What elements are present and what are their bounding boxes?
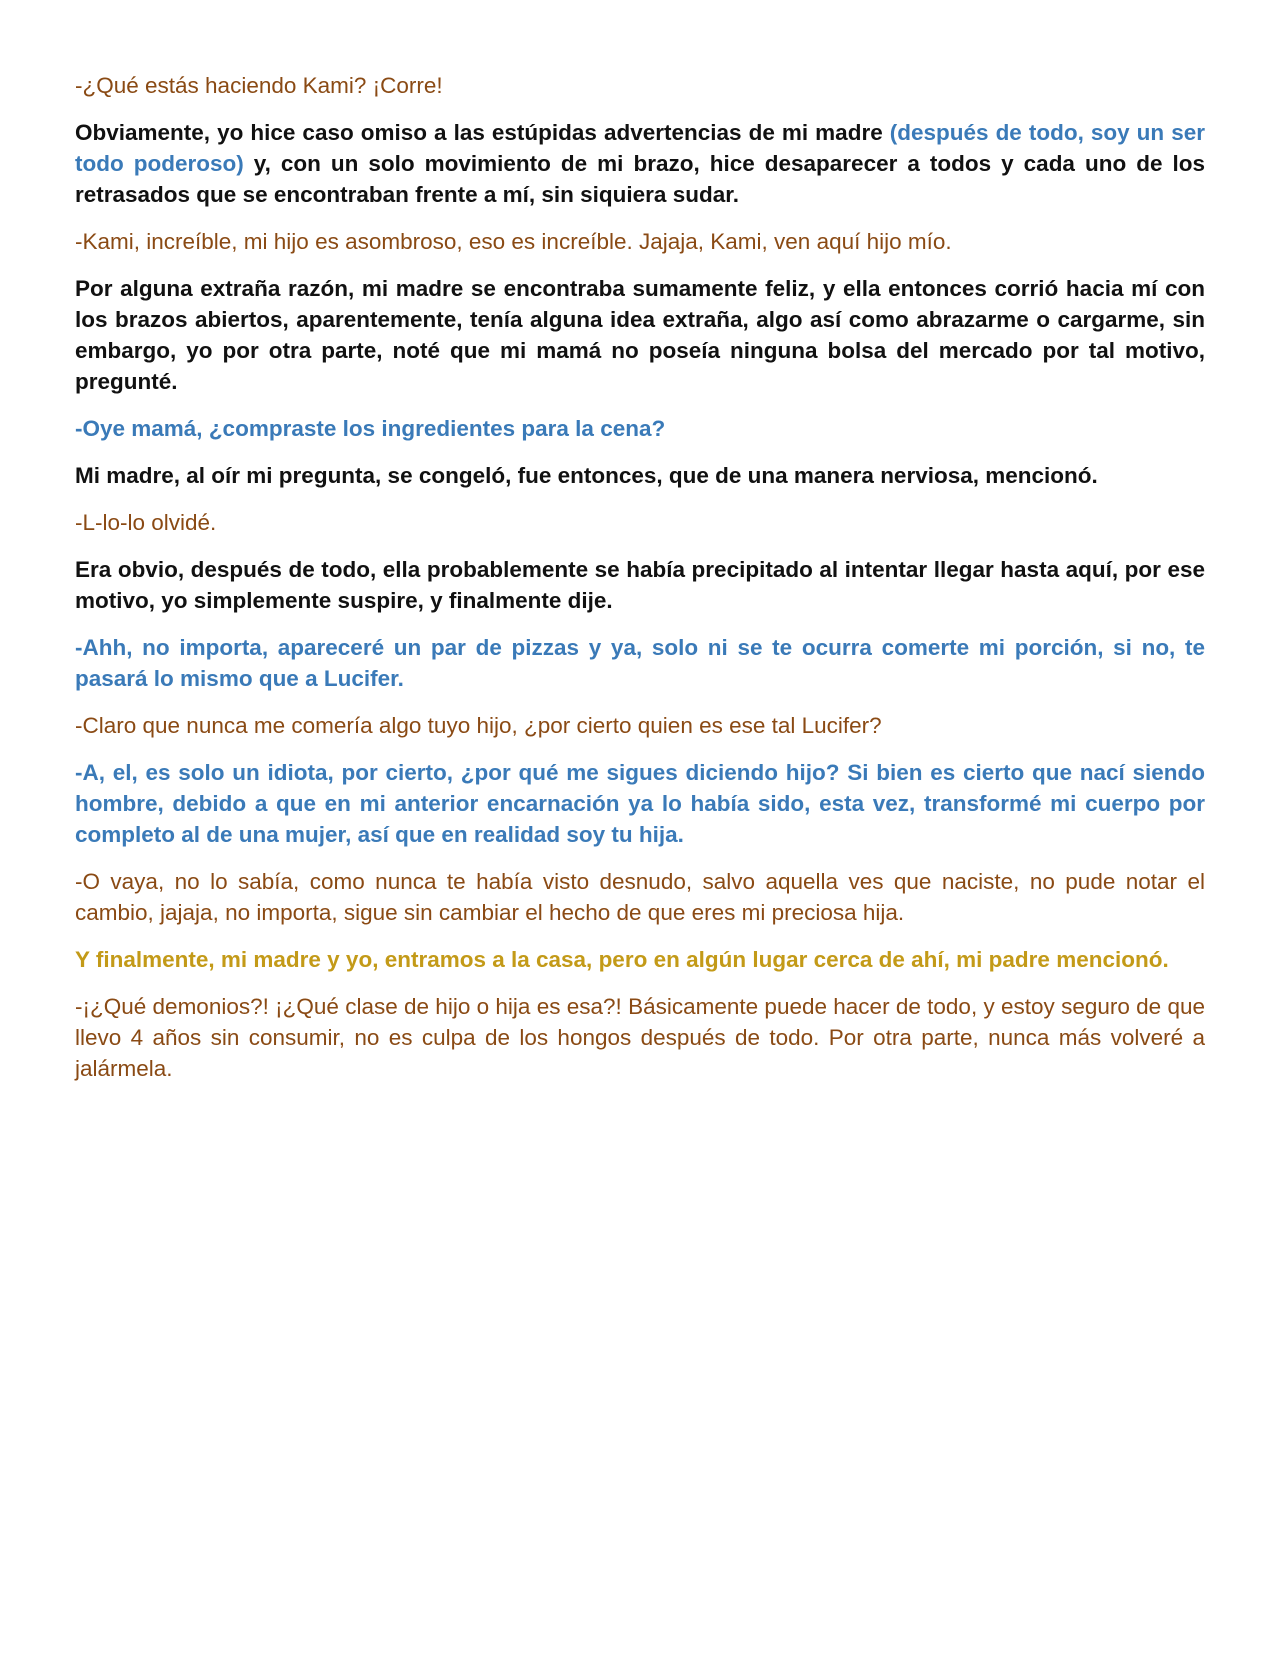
paragraph-kami-dialog-3: -A, el, es solo un idiota, por cierto, ¿por qué me sigues diciendo hijo? Si bien es cierto que nací siendo hombre, debido a que en mi anterior encarnación ya lo había sido, esta vez, transformé mi cuerpo por completo al de una mujer, así que en realidad soy tu hija. (75, 760, 1205, 847)
narration-aside: (después de todo, soy un ser todo poderoso) (75, 120, 1205, 176)
paragraph-mother-dialog-2: -Kami, increíble, mi hijo es asombroso, eso es increíble. Jajaja, Kami, ven aquí hijo mío. (75, 229, 952, 254)
paragraph-mother-dialog-5: -O vaya, no lo sabía, como nunca te había visto desnudo, salvo aquella ves que naciste, no pude notar el cambio, jajaja, no importa, sigue sin cambiar el hecho de que eres mi preciosa hija. (75, 869, 1205, 925)
document-page (75, 70, 1205, 1100)
narration-text: Obviamente, yo hice caso omiso a las estúpidas advertencias de mi madre (75, 120, 890, 145)
paragraph-narration-3: Mi madre, al oír mi pregunta, se congeló, fue entonces, que de una manera nerviosa, mencionó. (75, 463, 1098, 488)
paragraph-narration-1 (75, 117, 1205, 210)
paragraph-narration-gold: Y finalmente, mi madre y yo, entramos a la casa, pero en algún lugar cerca de ahí, mi padre mencionó. (75, 947, 1169, 972)
paragraph-father-dialog: -¡¿Qué demonios?! ¡¿Qué clase de hijo o hija es esa?! Básicamente puede hacer de todo, y estoy seguro de que llevo 4 años sin consumir, no es culpa de los hongos después de todo. Por otra parte, nunca más volveré a jalármela. (75, 994, 1205, 1081)
paragraph-kami-dialog-1: -Oye mamá, ¿compraste los ingredientes para la cena? (75, 416, 666, 441)
paragraph-mother-dialog-3: -L-lo-lo olvidé. (75, 510, 217, 535)
paragraph-narration-4: Era obvio, después de todo, ella probablemente se había precipitado al intentar llegar hasta aquí, por ese motivo, yo simplemente suspire, y finalmente dije. (75, 557, 1205, 613)
paragraph-mother-dialog-1: -¿Qué estás haciendo Kami? ¡Corre! (75, 73, 443, 98)
paragraph-kami-dialog-2: -Ahh, no importa, apareceré un par de pizzas y ya, solo ni se te ocurra comerte mi porción, si no, te pasará lo mismo que a Lucifer. (75, 635, 1205, 691)
paragraph-mother-dialog-4: -Claro que nunca me comería algo tuyo hijo, ¿por cierto quien es ese tal Lucifer? (75, 713, 882, 738)
paragraph-narration-2: Por alguna extraña razón, mi madre se encontraba sumamente feliz, y ella entonces corrió hacia mí con los brazos abiertos, aparentemente, tenía alguna idea extraña, algo así como abrazarme o cargarme, sin embargo, yo por otra parte, noté que mi mamá no poseía ninguna bolsa del mercado por tal motivo, pregunté. (75, 276, 1205, 394)
narration-text: y, con un solo movimiento de mi brazo, hice desaparecer a todos y cada uno de los retrasados que se encontraban frente a mí, sin siquiera sudar. (75, 151, 1205, 207)
